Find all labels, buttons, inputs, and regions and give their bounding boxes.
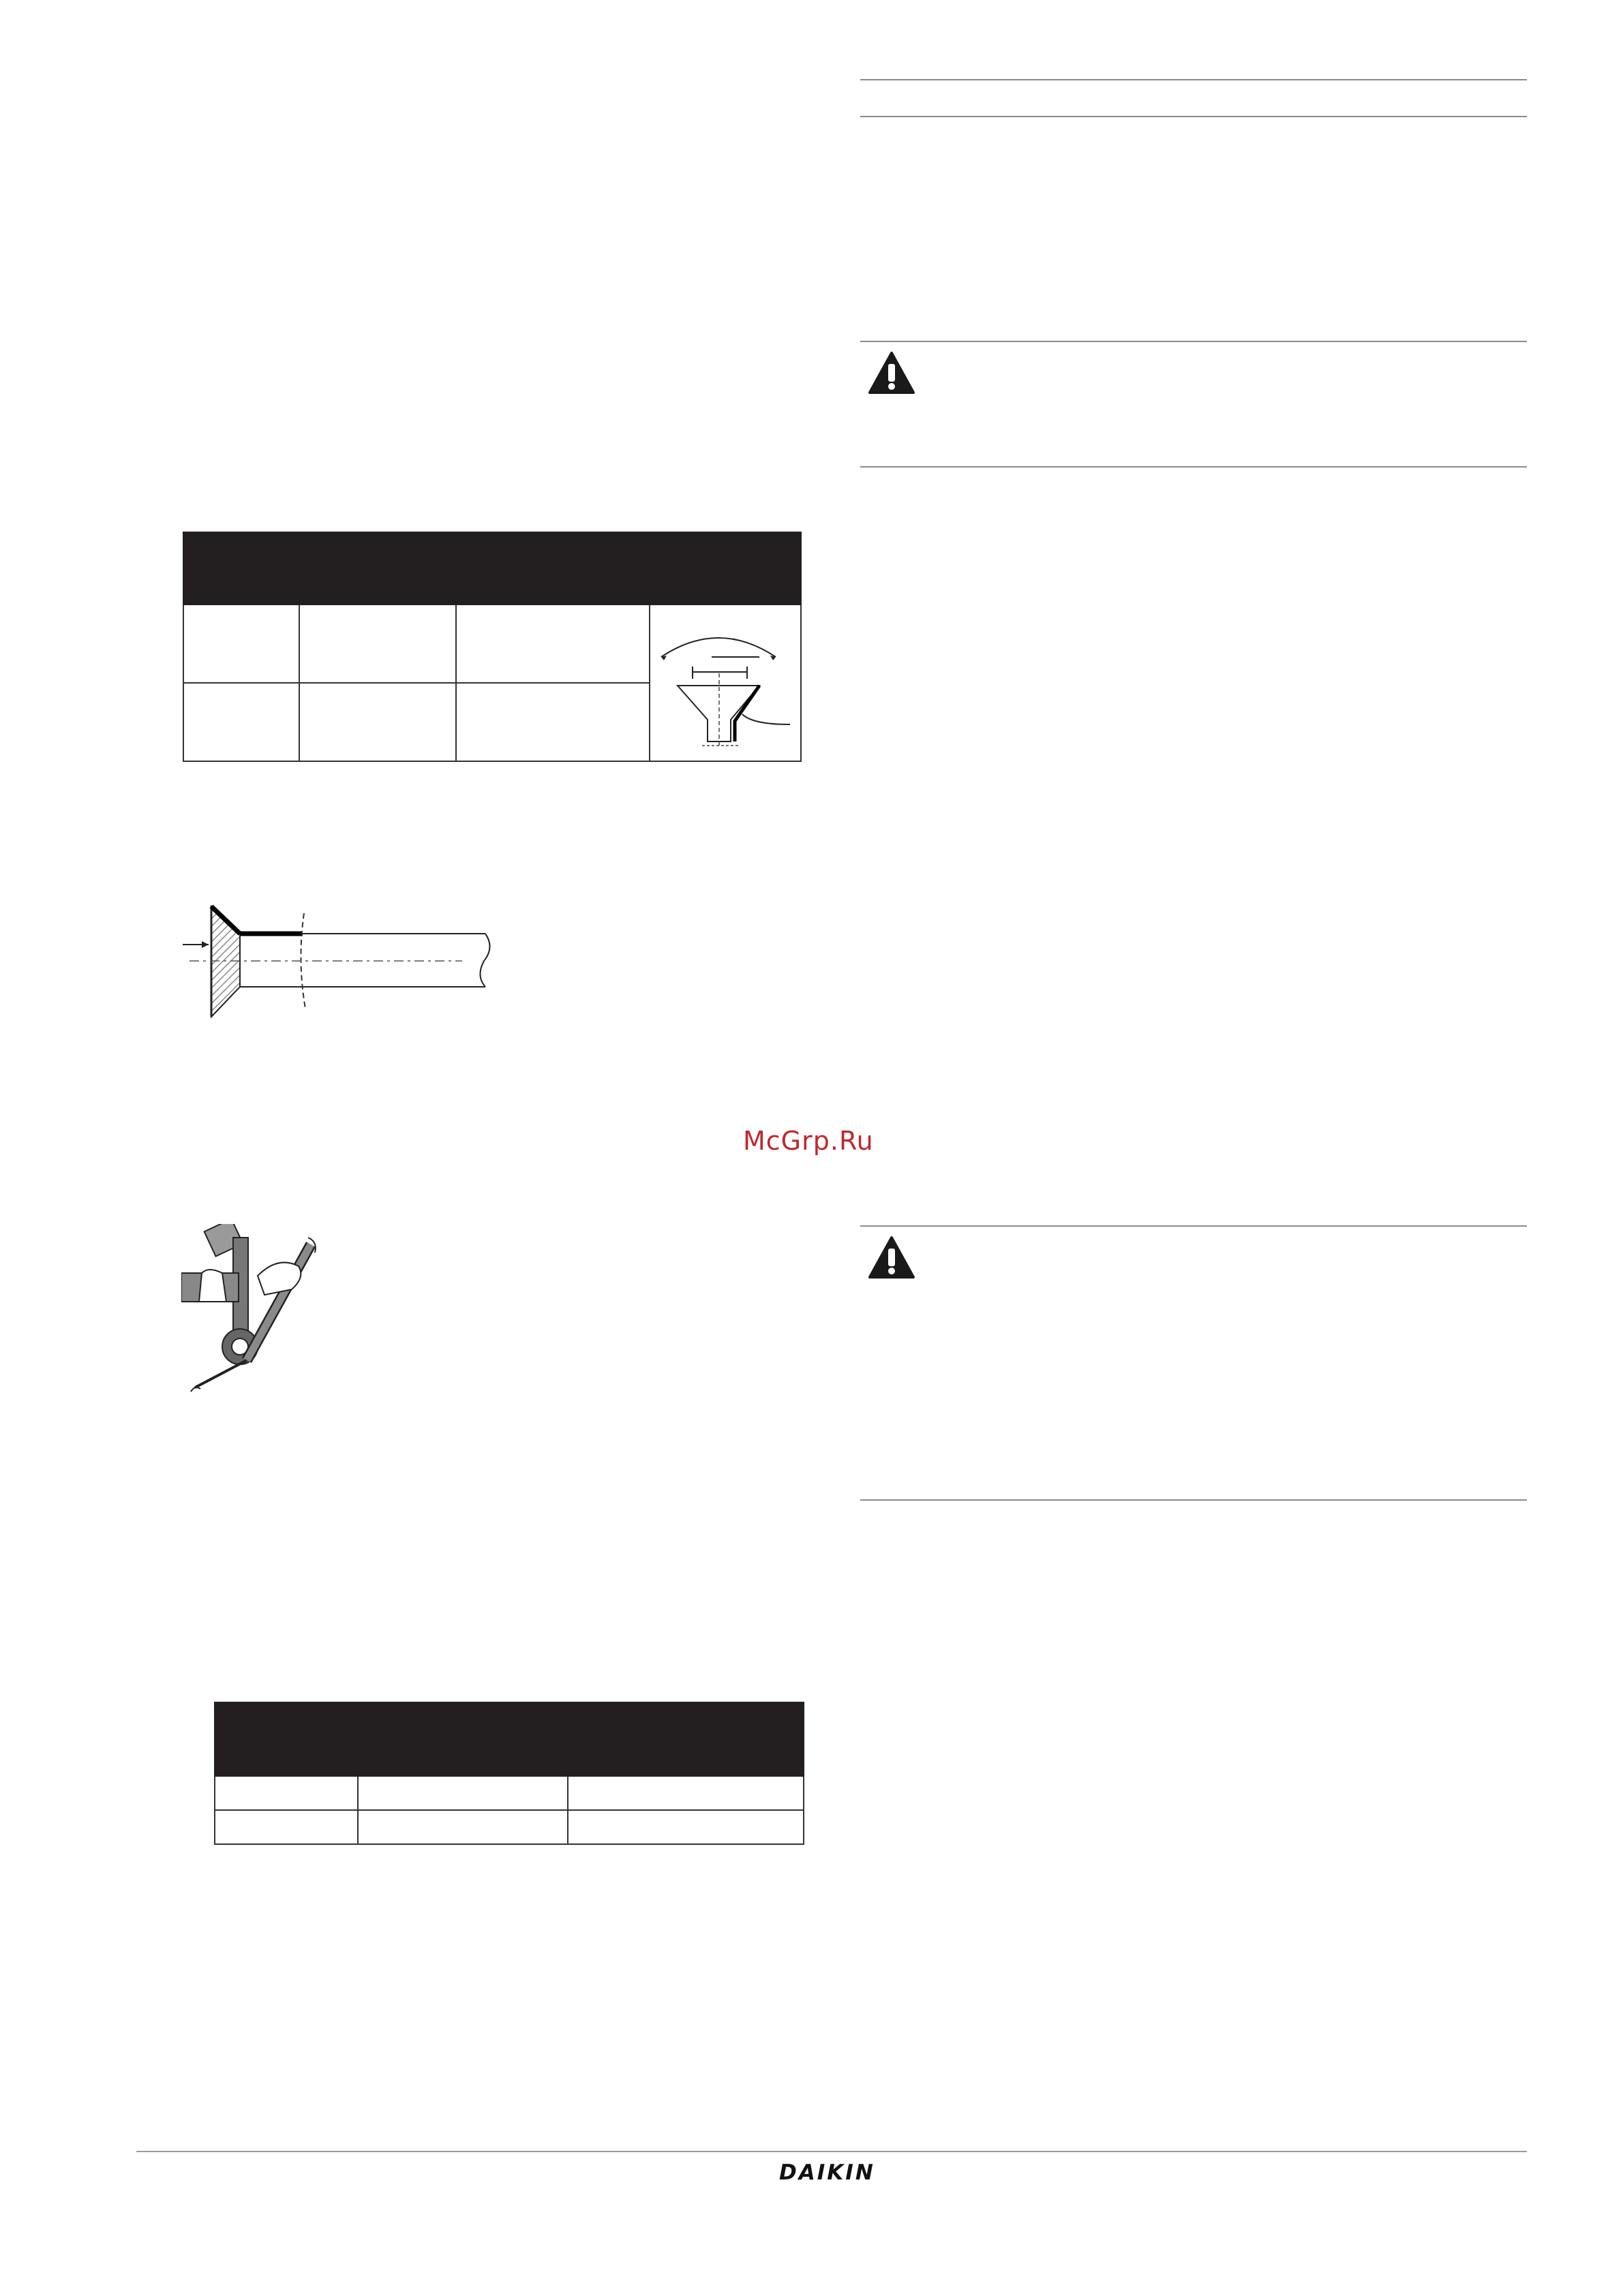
table-header-cell bbox=[215, 1702, 804, 1776]
table-header-row bbox=[183, 532, 801, 604]
section-rule-top bbox=[860, 79, 1527, 80]
table-cell bbox=[299, 604, 456, 683]
table-cell bbox=[215, 1810, 358, 1844]
table-row bbox=[215, 1810, 804, 1844]
table-cell bbox=[299, 683, 456, 761]
footer-rule bbox=[136, 2151, 1527, 2152]
daikin-logo: DAIKIN bbox=[779, 2160, 875, 2185]
flare-pipe-diagram bbox=[176, 900, 496, 1025]
warning-box-1-top bbox=[860, 341, 1527, 342]
flare-shape-diagram bbox=[650, 605, 806, 758]
table-cell bbox=[568, 1810, 804, 1844]
warning-box-2-bottom bbox=[860, 1499, 1527, 1501]
table-cell bbox=[568, 1776, 804, 1810]
flare-dimension-table bbox=[183, 532, 802, 762]
table-header-cell bbox=[183, 532, 801, 604]
table-row bbox=[215, 1776, 804, 1810]
table-cell bbox=[358, 1810, 568, 1844]
table-cell bbox=[215, 1776, 358, 1810]
table-cell bbox=[456, 604, 650, 683]
table-cell bbox=[358, 1776, 568, 1810]
flare-shape-diagram-cell bbox=[650, 604, 801, 761]
warning-triangle-icon bbox=[867, 1235, 916, 1283]
watermark-text: McGrp.Ru bbox=[743, 1126, 874, 1156]
two-wrench-tightening-illustration bbox=[181, 1224, 331, 1404]
table-cell bbox=[456, 683, 650, 761]
section-rule-second bbox=[860, 116, 1527, 117]
table-cell bbox=[183, 683, 299, 761]
table-header-row bbox=[215, 1702, 804, 1776]
warning-box-1-bottom bbox=[860, 466, 1527, 468]
warning-triangle-icon bbox=[867, 350, 916, 398]
tightening-torque-table bbox=[214, 1702, 804, 1845]
warning-box-2-top bbox=[860, 1225, 1527, 1227]
table-row bbox=[183, 604, 801, 683]
table-cell bbox=[183, 604, 299, 683]
